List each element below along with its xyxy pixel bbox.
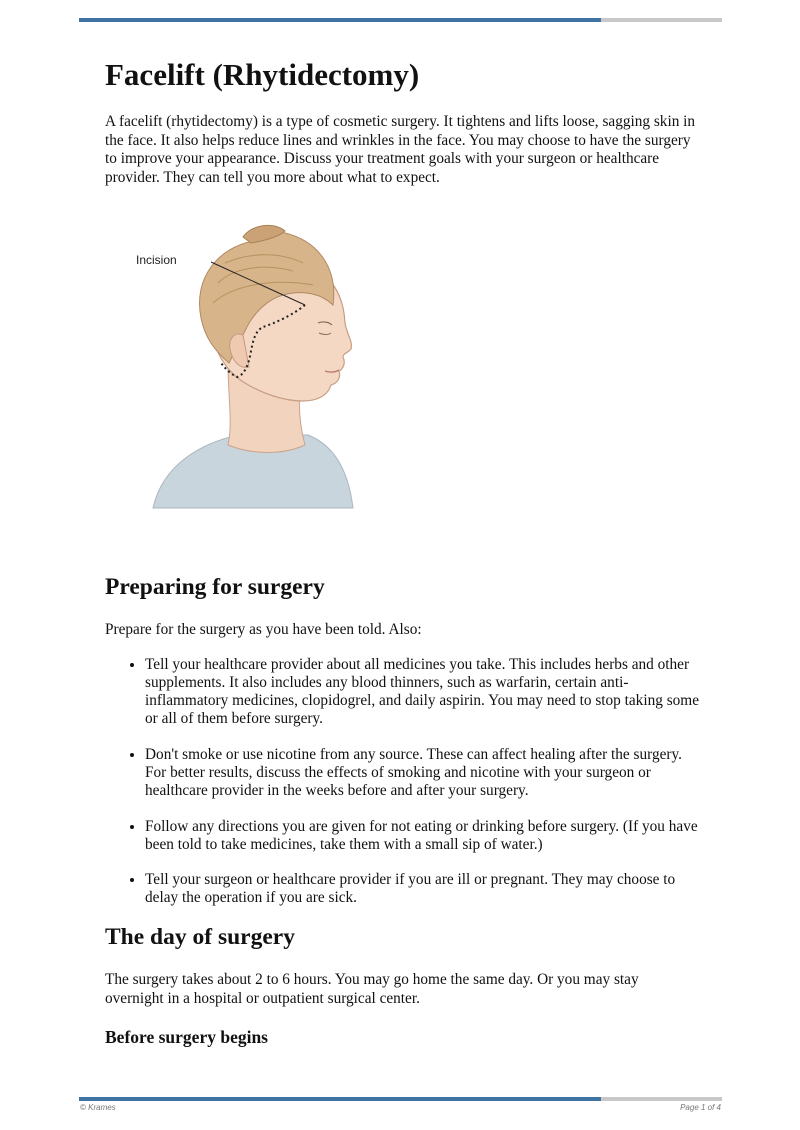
bottom-rule: [79, 1097, 722, 1101]
footer-copyright: © Krames: [80, 1103, 116, 1112]
before-surgery-heading: Before surgery begins: [105, 1027, 268, 1047]
bottom-rule-blue: [79, 1097, 601, 1101]
day-section: [105, 922, 700, 1048]
preparing-heading: Preparing for surgery: [105, 574, 325, 600]
page-title: Facelift (Rhytidectomy): [105, 57, 420, 92]
top-rule-grey: [601, 18, 722, 22]
facelift-illustration: [133, 223, 393, 513]
intro-section: [105, 55, 700, 513]
head-profile-illustration-icon: [133, 223, 393, 513]
list-item: • Tell your surgeon or healthcare provider if you are ill or pregnant. They may choose to delay the operation if you are sick.: [145, 871, 700, 908]
list-item: • Don't smoke or use nicotine from any source. These can affect healing after the surgery. For better results, discuss the effects of smoking and nicotine with your surgeon or healthcare provider in the weeks before and after your surgery.: [145, 746, 700, 801]
preparing-section: [105, 572, 700, 925]
top-rule-blue: [79, 18, 601, 22]
list-item: • Follow any directions you are given for not eating or drinking before surgery. (If you have been told to take medicines, take them with a small sip of water.): [145, 818, 700, 855]
preparing-list: [105, 656, 700, 908]
list-item: • Tell your healthcare provider about all medicines you take. This includes herbs and other supplements. It also includes any blood thinners, such as warfarin, certain anti-inflammatory medicines, clopidogrel, and daily aspirin. You may need to stop taking some or all of them before surgery.: [145, 656, 700, 729]
day-text: The surgery takes about 2 to 6 hours. You may go home the same day. Or you may stay overnight in a hospital or outpatient surgical center.: [105, 971, 639, 1007]
incision-label: Incision: [136, 253, 177, 267]
day-heading: The day of surgery: [105, 924, 295, 950]
top-rule: [79, 18, 722, 22]
intro-paragraph: A facelift (rhytidectomy) is a type of cosmetic surgery. It tightens and lifts loose, sagging skin in the face. It also helps reduce lines and wrinkles in the face. You may choose to have the surgery to improve your appearance. Discuss your treatment goals with your surgeon or healthcare provider. They can tell you more about what to expect.: [105, 113, 696, 186]
preparing-lead: Prepare for the surgery as you have been told. Also:: [105, 621, 422, 638]
bottom-rule-grey: [601, 1097, 722, 1101]
footer-page-number: Page 1 of 4: [680, 1103, 721, 1112]
